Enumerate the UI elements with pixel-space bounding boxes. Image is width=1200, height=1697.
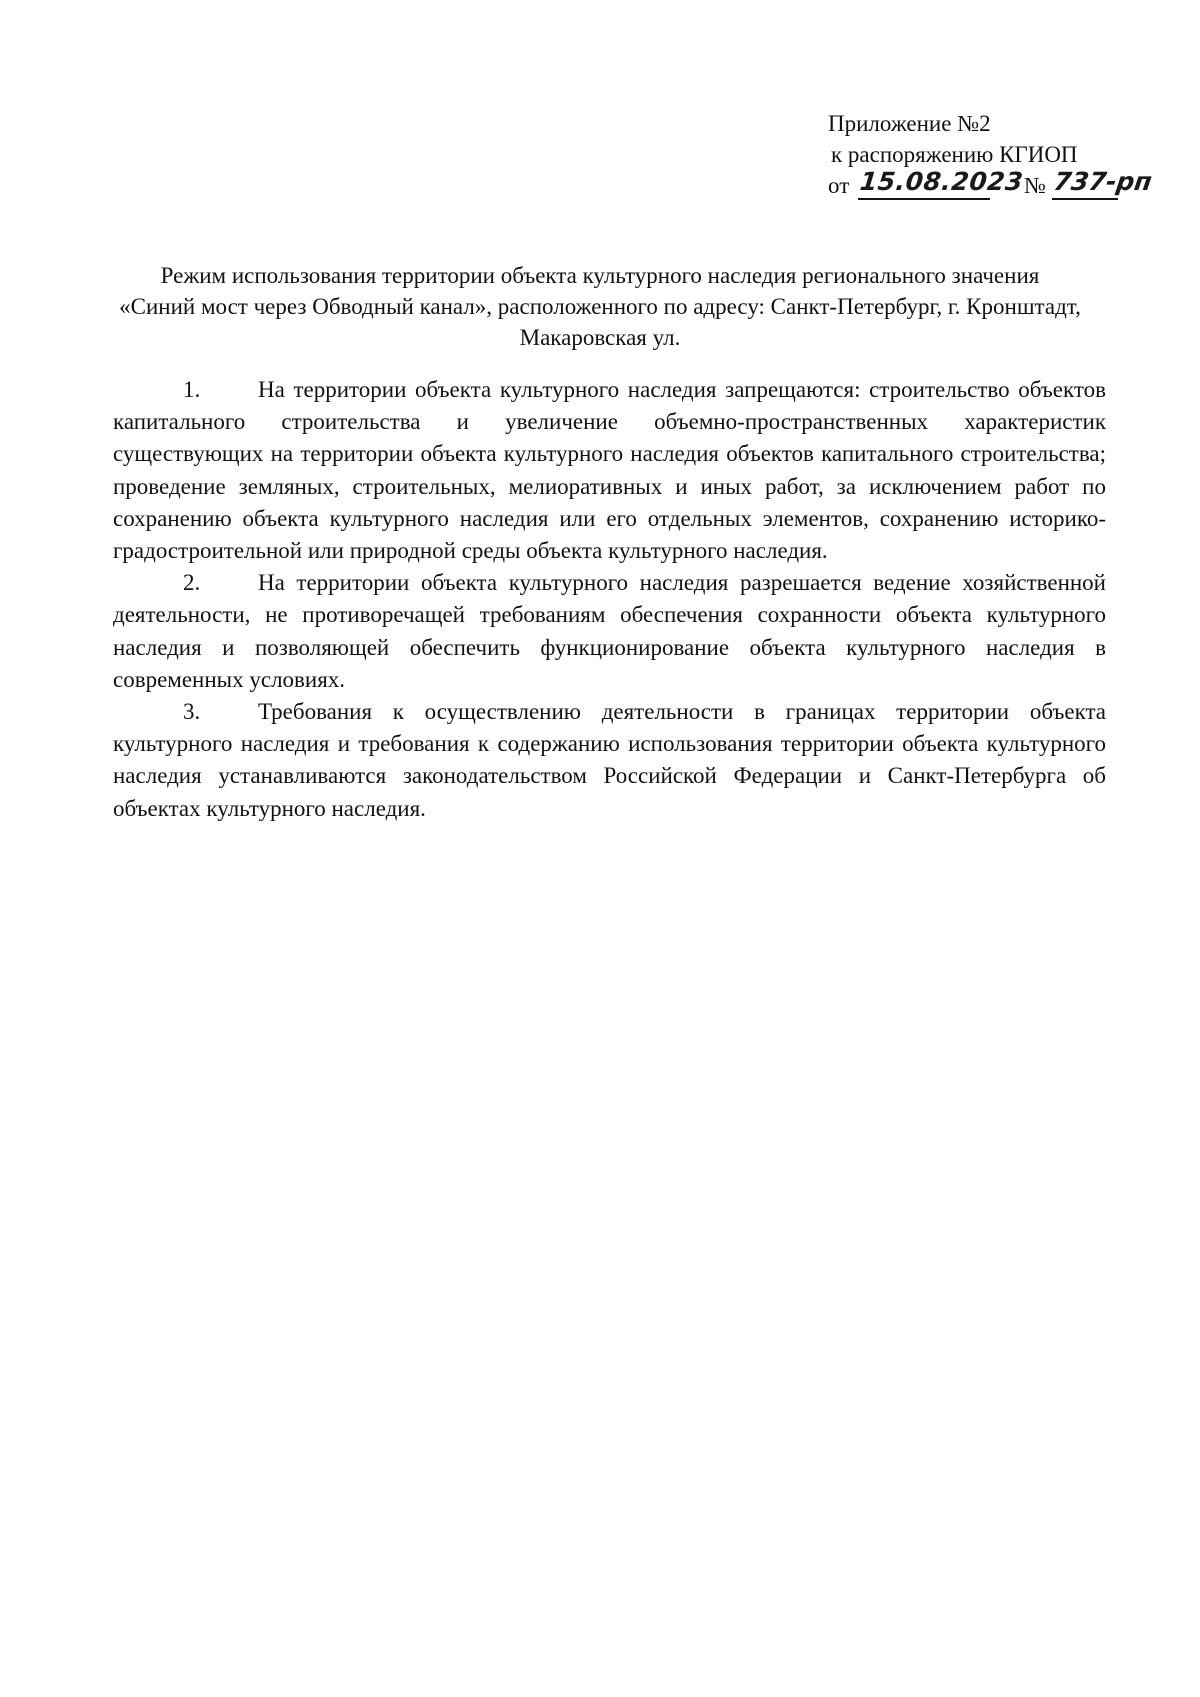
handwritten-order-number: 737-рп [1051,167,1154,196]
appendix-label: Приложение №2 [828,111,991,136]
paragraph-number: 2. [183,570,201,596]
paragraph-text: На территории объекта культурного наследия запрещаются: строительство объектов капитального строительства и увеличение объемно-пространственных характеристик существующих на территории объекта культурного наследия объектов капитального строительства; проведение земляных, строительных, мелиоративных и иных работ, за исключением работ по сохранению объекта культурного наследия или его отдельных элементов, сохранению историко-градостроительной или природной среды объекта культурного наследия. [113,377,1106,564]
number-sign: № [1024,173,1046,198]
handwritten-date: 15.08.2023 [858,167,1025,196]
date-underline [858,198,990,200]
paragraph-number: 1. [183,377,201,402]
paragraph-1 [113,374,1106,567]
appendix-header [828,108,1168,204]
paragraph-text: На территории объекта культурного наследия разрешается ведение хозяйственной деятельности, не противоречащей требованиям обеспечения сохранности объекта культурного наследия и позволяющей обеспечить функционирование объекта культурного наследия в современных условиях. [113,570,1106,692]
paragraph-2 [113,567,1106,696]
document-title [100,260,1100,353]
paragraph-number: 3. [183,699,201,725]
title-line-3: Макаровская ул. [519,325,681,350]
order-reference: к распоряжению КГИОП [831,142,1078,167]
number-underline [1052,198,1118,200]
paragraph-text: Требования к осуществлению деятельности в границах территории объекта культурного наследия и требования к содержанию использования территории объекта культурного наследия устанавливаются законодательством Российской Федерации и Санкт-Петербурга об объектах культурного наследия. [113,699,1106,821]
title-line-1: Режим использования территории объекта культурного наследия регионального значения [160,263,1040,288]
order-date-number [828,167,1168,204]
date-prefix: от [828,173,850,198]
title-line-2: «Синий мост через Обводный канал», расположенного по адресу: Санкт-Петербург, г. Кронштадт, [119,294,1081,319]
paragraph-3 [113,696,1106,825]
document-body [113,374,1106,825]
